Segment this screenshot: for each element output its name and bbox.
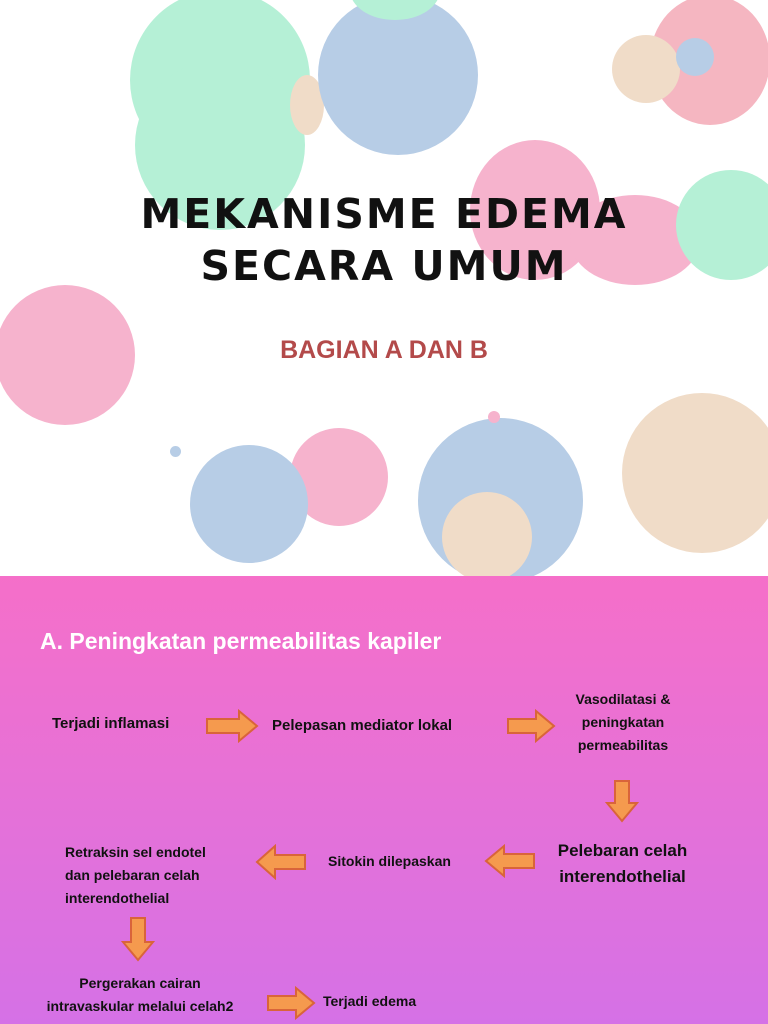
arrow-left-icon: [255, 844, 307, 880]
decor-circle-blue-2: [676, 38, 714, 76]
slide-title-line2: SECARA UMUM: [200, 242, 568, 290]
node-pelebaran-line1: Pelebaran celah: [557, 841, 688, 860]
node-retraksi-sel-endotel: [65, 841, 206, 910]
node-pelepasan-mediator: Pelepasan mediator lokal: [272, 717, 453, 734]
node-terjadi-edema: Terjadi edema: [323, 993, 417, 1009]
node-vasodilatasi-line3: permeabilitas: [577, 737, 669, 753]
decor-circle-blue-3: [190, 445, 308, 563]
node-vasodilatasi: [548, 688, 698, 757]
slide-title-line1: MEKANISME EDEMA: [140, 190, 628, 238]
arrow-right-icon: [266, 986, 316, 1020]
arrow-right-icon: [205, 709, 259, 743]
node-sitokin-dilepaskan: Sitokin dilepaskan: [328, 853, 451, 869]
decor-dot-pink: [488, 411, 500, 423]
arrow-down-icon: [121, 916, 155, 962]
decor-circle-peach-2: [612, 35, 680, 103]
slide-subtitle: BAGIAN A DAN B: [280, 336, 488, 364]
node-pelebaran-celah: [540, 838, 705, 890]
node-vasodilatasi-line1: Vasodilatasi &: [575, 691, 671, 707]
node-retraksi-line3: interendothelial: [65, 890, 170, 906]
node-retraksi-line1: Retraksin sel endotel: [65, 844, 206, 860]
node-pergerakan-line2: intravaskular melalui celah2: [46, 998, 234, 1014]
decor-circle-peach-3: [442, 492, 532, 576]
decor-circle-blue-1: [318, 0, 478, 155]
node-vasodilatasi-line2: peningkatan: [581, 714, 665, 730]
node-pergerakan-cairan: [20, 972, 260, 1018]
decor-circle-peach-4: [622, 393, 768, 553]
decor-dot-blue: [170, 446, 181, 457]
arrow-left-icon: [484, 844, 536, 878]
arrow-down-icon: [605, 779, 639, 823]
node-retraksi-line2: dan pelebaran celah: [65, 867, 200, 883]
node-pelebaran-line2: interendothelial: [559, 867, 686, 886]
slide-title: [0, 188, 768, 292]
flow-slide: [0, 576, 768, 1024]
arrow-right-icon: [506, 709, 556, 743]
node-terjadi-inflamasi: Terjadi inflamasi: [52, 715, 170, 732]
flow-heading: A. Peningkatan permeabilitas kapiler: [40, 628, 442, 654]
node-pergerakan-line1: Pergerakan cairan: [79, 975, 201, 991]
